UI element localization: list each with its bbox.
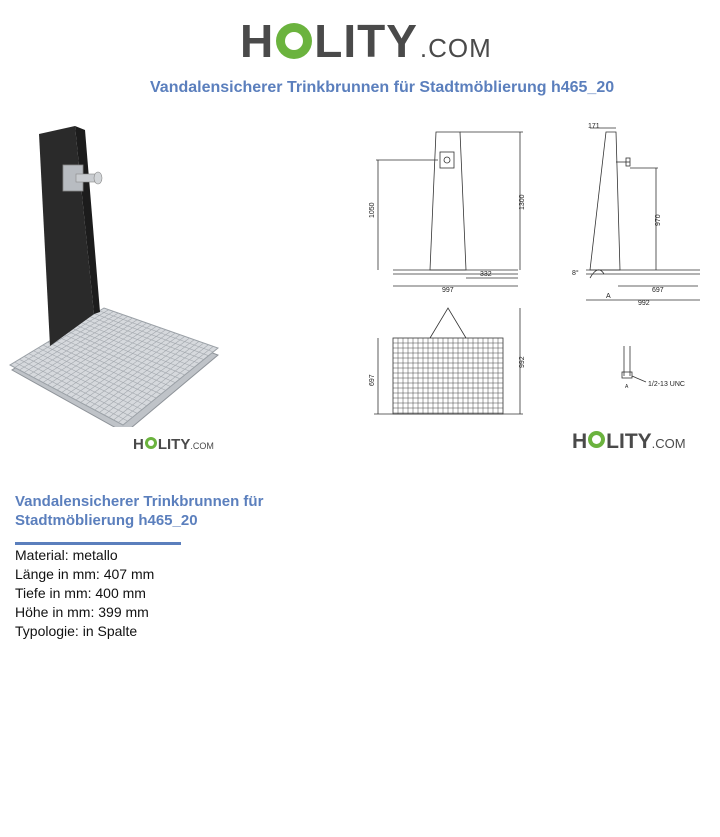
logo-ring-icon — [276, 23, 312, 59]
product-title-line-1: Vandalensicherer Trinkbrunnen für — [15, 493, 264, 510]
logo-text-end: LITY — [606, 430, 652, 453]
product-image — [8, 122, 220, 427]
dim-1050: 1050 — [369, 202, 376, 218]
title-divider — [15, 542, 181, 545]
dim-697-top: 697 — [369, 374, 376, 386]
dim-992-side: 992 — [638, 300, 650, 307]
dim-1300: 1300 — [519, 194, 526, 210]
page-title: Vandalensicherer Trinkbrunnen für Stadtmöblierung h465_20 — [150, 79, 615, 96]
top-view — [374, 308, 523, 414]
detail-view — [622, 346, 646, 382]
spec-height: Höhe in mm: 399 mm — [15, 604, 149, 620]
front-view — [376, 132, 523, 286]
dim-171: 171 — [588, 123, 600, 130]
logo-ring-icon — [145, 437, 157, 449]
spec-depth: Tiefe in mm: 400 mm — [15, 585, 146, 601]
holity-watermark-logo — [133, 436, 214, 453]
logo-text-end: LITY — [314, 15, 418, 67]
spec-length: Länge in mm: 407 mm — [15, 566, 155, 582]
logo-text-start: H — [572, 430, 588, 453]
spec-type: Typologie: in Spalte — [15, 623, 138, 639]
logo-domain: .COM — [190, 441, 214, 451]
side-view — [586, 128, 700, 300]
dim-992-top: 992 — [519, 356, 526, 368]
logo-text-end: LITY — [157, 436, 191, 453]
grate-platform — [10, 308, 218, 427]
product-title-line-2: Stadtmöblierung h465_20 — [15, 512, 198, 529]
dim-332: 332 — [480, 271, 492, 278]
logo-domain: .COM — [651, 436, 686, 451]
dim-697-side: 697 — [652, 287, 664, 294]
dim-997: 997 — [442, 287, 454, 294]
dim-angle: 8° — [572, 270, 579, 277]
dimension-labels — [369, 123, 685, 390]
logo-text-start: H — [133, 436, 144, 453]
dim-section-a: A — [606, 293, 611, 300]
dim-detail-a: A — [625, 384, 629, 390]
dim-thread: 1/2-13 UNC — [648, 381, 685, 388]
logo-text-start: H — [240, 15, 275, 67]
dim-970: 970 — [655, 214, 662, 226]
holity-logo[interactable] — [240, 14, 492, 68]
logo-ring-icon — [588, 431, 605, 448]
technical-drawing — [368, 118, 710, 420]
logo-domain: .COM — [419, 33, 492, 63]
fountain-column — [39, 126, 102, 346]
product-title — [15, 492, 315, 530]
spec-material: Material: metallo — [15, 547, 118, 563]
spec-list — [15, 546, 154, 641]
holity-watermark-logo — [572, 430, 686, 454]
